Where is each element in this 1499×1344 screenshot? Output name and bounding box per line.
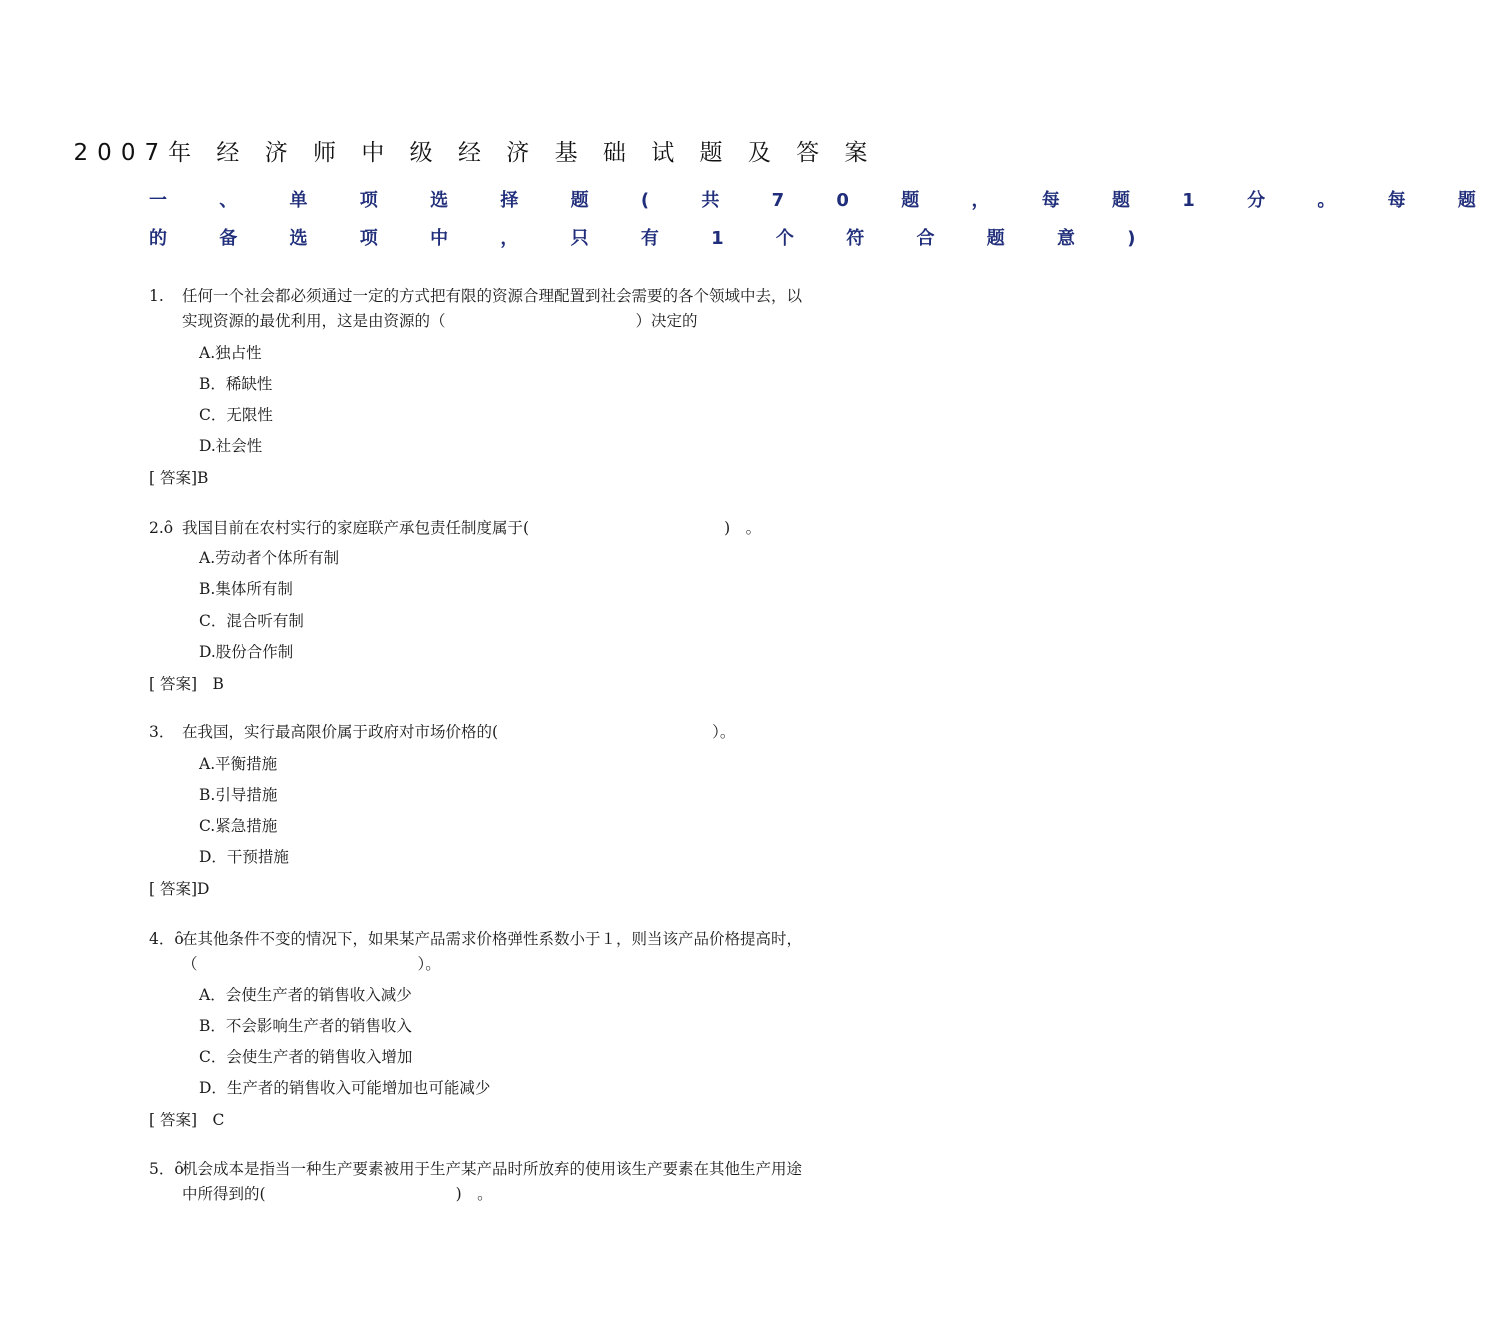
question-stem: 在我国，实行最高限价属于政府对市场价格的( ）。 — [182, 723, 736, 741]
question-number: 5．ȏ — [149, 1160, 184, 1178]
question-2 — [149, 516, 809, 541]
question-stem: 我国目前在农村实行的家庭联产承包责任制度属于( ) 。 — [182, 519, 762, 537]
question-stem: 在其他条件不变的情况下，如果某产品需求价格弹性系数小于１，则当该产品价格提高时，（ ）。 — [182, 930, 803, 973]
option-c: C.紧急措施 — [199, 817, 278, 835]
option-c: C．会使生产者的销售收入增加 — [199, 1048, 413, 1066]
answer: [ 答案] C — [149, 1111, 225, 1129]
question-number: 3． — [149, 723, 175, 741]
answer: [ 答案] B — [149, 675, 224, 693]
option-d: D.社会性 — [199, 437, 263, 455]
option-d: D.股份合作制 — [199, 643, 294, 661]
question-number: 2.ȏ — [149, 519, 174, 537]
option-b: B．不会影响生产者的销售收入 — [199, 1017, 412, 1035]
option-d: D．生产者的销售收入可能增加也可能减少 — [199, 1079, 491, 1097]
option-a: A.独占性 — [199, 344, 262, 362]
option-a: A.平衡措施 — [199, 755, 278, 773]
option-a: A.劳动者个体所有制 — [199, 549, 340, 567]
question-4 — [149, 927, 809, 977]
option-d: D．干预措施 — [199, 848, 289, 866]
question-number: 1. — [149, 287, 164, 305]
section-heading-line-2: 的 备 选 项 中 ， 只 有 1 个 符 合 题 意 ) — [149, 228, 1159, 249]
option-c: C．无限性 — [199, 406, 273, 424]
answer: [ 答案]B — [149, 469, 209, 487]
section-heading-line-1: 一 、 单 项 选 择 题 ( 共 7 0 题 ， 每 题 1 分 。 每 题 — [149, 190, 1499, 211]
answer: [ 答案]D — [149, 880, 210, 898]
option-b: B.集体所有制 — [199, 580, 293, 598]
option-a: A．会使生产者的销售收入减少 — [199, 986, 412, 1004]
question-stem: 任何一个社会都必须通过一定的方式把有限的资源合理配置到社会需要的各个领域中去，以实现资源的最优利用，这是由资源的（ ）决定的 — [182, 287, 803, 330]
question-1 — [149, 284, 809, 334]
option-c: C．混合听有制 — [199, 612, 304, 630]
option-b: B．稀缺性 — [199, 375, 273, 393]
page-title: 2007年 经 济 师 中 级 经 济 基 础 试 题 及 答 案 — [73, 140, 877, 166]
question-number: 4．ȏ — [149, 930, 184, 948]
question-stem: 机会成本是指当一种生产要素被用于生产某产品时所放弃的使用该生产要素在其他生产用途中所得到的( ) 。 — [182, 1160, 803, 1203]
question-5 — [149, 1157, 809, 1207]
option-b: B.引导措施 — [199, 786, 278, 804]
question-3 — [149, 720, 809, 745]
